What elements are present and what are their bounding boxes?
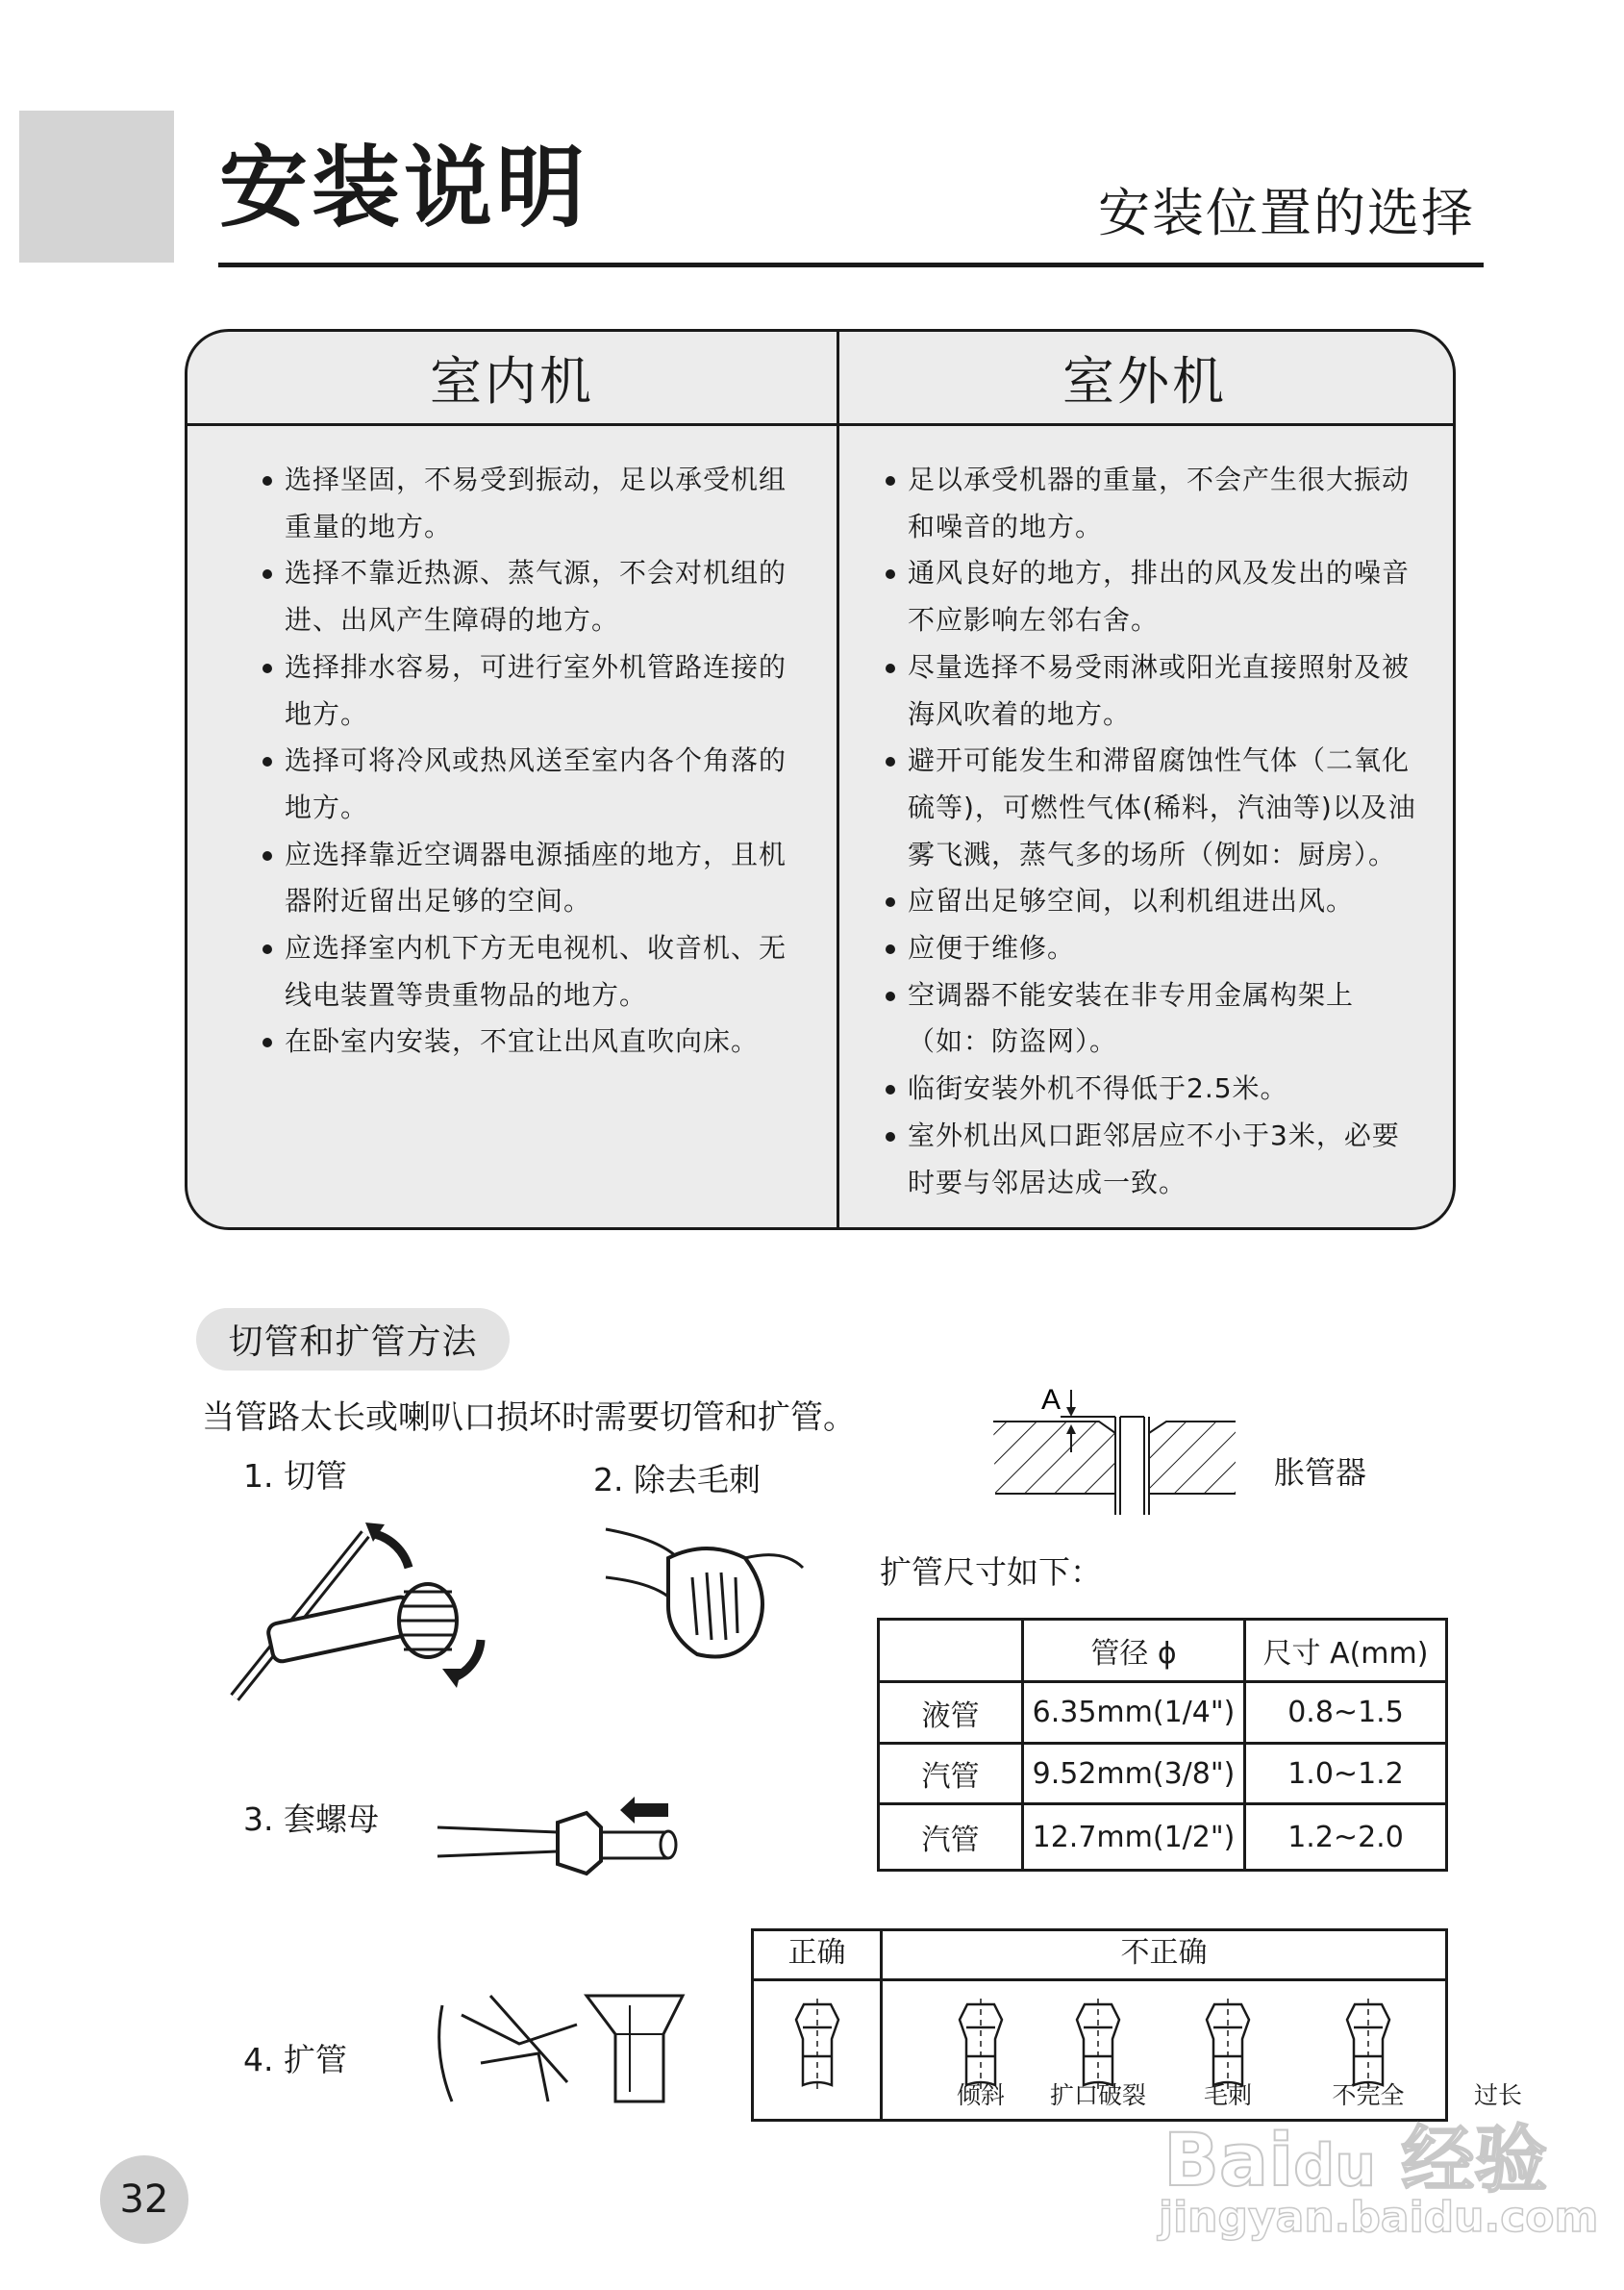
- list-item-text: [908, 972, 1354, 1066]
- list-item-text: [285, 1019, 759, 1066]
- text-line: 应留出足够空间，以利机组进出风。: [908, 885, 1355, 918]
- list-item-text: [908, 738, 1416, 878]
- outdoor-list: [886, 457, 1416, 1206]
- dimension-a: 1.0~1.2: [1245, 1744, 1447, 1804]
- outdoor-heading: 室外机: [1062, 351, 1227, 412]
- pipe-type: 液管: [879, 1682, 1023, 1744]
- bullet-icon: [262, 925, 285, 1019]
- page-number: 32: [100, 2155, 188, 2244]
- deburring-illustration: [601, 1520, 812, 1673]
- flaring-tool-illustration: [423, 1976, 692, 2130]
- text-line: 时要与邻居达成一致。: [908, 1166, 1187, 1198]
- list-item: [262, 457, 787, 550]
- text-line: 地方。: [285, 697, 369, 730]
- list-item: [886, 550, 1416, 643]
- dimension-a-label: A: [1041, 1384, 1062, 1416]
- text-line: 选择不靠近热源、蒸气源，不会对机组的: [285, 557, 787, 590]
- flare-tool-label: 胀管器: [1274, 1454, 1367, 1491]
- size-caption: 扩管尺寸如下：: [880, 1553, 1102, 1591]
- bullet-icon: [262, 457, 285, 550]
- text-line: 不应影响左邻右舍。: [908, 604, 1160, 637]
- defect-label: 扩口破裂: [1049, 2081, 1146, 2109]
- text-line: 应选择室内机下方无电视机、收音机、无: [285, 932, 787, 965]
- list-item-text: [285, 644, 787, 738]
- text-line: 通风良好的地方，排出的风及发出的噪音: [908, 557, 1411, 590]
- pipe-diameter: 12.7mm(1/2"): [1023, 1804, 1245, 1871]
- location-table-header: [187, 332, 1453, 426]
- list-item-text: [285, 550, 787, 643]
- list-item-text: [908, 644, 1410, 738]
- flare-nut-illustration: [433, 1789, 683, 1885]
- list-item: [886, 1066, 1416, 1113]
- list-item: [262, 832, 787, 925]
- defect-label: 毛刺: [1203, 2081, 1252, 2109]
- list-item: [262, 644, 787, 738]
- correct-flare-icon: [796, 1999, 838, 2089]
- incorrect-heading: 不正确: [1120, 1936, 1208, 1970]
- bullet-icon: [262, 644, 285, 738]
- incorrect-flare-icon: [1347, 1999, 1389, 2089]
- defect-label: 倾斜: [956, 2081, 1005, 2109]
- defect-label: 不完全: [1332, 2081, 1405, 2109]
- incorrect-flare-icon: [960, 1999, 1002, 2089]
- bullet-icon: [886, 644, 908, 738]
- text-line: 重量的地方。: [285, 510, 453, 542]
- bullet-icon: [886, 457, 908, 550]
- text-line: 和噪音的地方。: [908, 510, 1104, 542]
- column-divider: [837, 332, 839, 1227]
- bullet-icon: [886, 1066, 908, 1113]
- table-row: [879, 1744, 1447, 1804]
- text-line: 尽量选择不易受雨淋或阳光直接照射及被: [908, 650, 1411, 683]
- incorrect-flare-icon: [1077, 1999, 1119, 2089]
- watermark-url: jingyan.baidu.com: [1159, 2193, 1599, 2242]
- list-item: [262, 925, 787, 1019]
- list-item-text: [285, 832, 787, 925]
- table-row: [879, 1682, 1447, 1744]
- dimension-a: 0.8~1.5: [1245, 1682, 1447, 1744]
- bullet-icon: [886, 972, 908, 1066]
- indoor-list: [262, 457, 787, 1066]
- list-item-text: [285, 457, 787, 550]
- text-line: 进、出风产生障碍的地方。: [285, 604, 620, 637]
- bullet-icon: [262, 1019, 285, 1066]
- text-line: 足以承受机器的重量，不会产生很大振动: [908, 464, 1411, 495]
- header-cell: [879, 1620, 1023, 1682]
- list-item: [262, 1019, 787, 1066]
- bullet-icon: [886, 738, 908, 878]
- text-line: 应选择靠近空调器电源插座的地方，且机: [285, 838, 787, 870]
- text-line: 在卧室内安装，不宜让出风直吹向床。: [285, 1025, 760, 1058]
- bullet-icon: [262, 550, 285, 643]
- text-line: 避开可能发生和滞留腐蚀性气体（二氧化: [908, 744, 1411, 777]
- bullet-icon: [886, 550, 908, 643]
- text-line: 应便于维修。: [908, 932, 1076, 965]
- list-item: [262, 738, 787, 831]
- table-header-row: [879, 1620, 1447, 1682]
- intro-text: 当管路太长或喇叭口损坏时需要切管和扩管。: [202, 1398, 856, 1437]
- list-item: [886, 738, 1416, 878]
- list-item-text: [908, 925, 1075, 972]
- bullet-icon: [262, 738, 285, 831]
- flare-check-table: [751, 1928, 1522, 2122]
- pipe-type: 汽管: [879, 1804, 1023, 1871]
- header-rule: [218, 263, 1484, 267]
- flare-size-table: [877, 1618, 1448, 1872]
- step-4-label: 4. 扩管: [243, 2041, 347, 2078]
- list-item: [886, 457, 1416, 550]
- watermark-logo: Baidu 经验: [1163, 2117, 1548, 2202]
- text-line: 海风吹着的地方。: [908, 697, 1132, 730]
- text-line: 硫等)，可燃性气体(稀料，汽油等)以及油: [908, 791, 1416, 823]
- incorrect-flare-icon: [1207, 1999, 1249, 2089]
- dimension-a: 1.2~2.0: [1245, 1804, 1447, 1871]
- bullet-icon: [886, 925, 908, 972]
- list-item-text: [908, 1113, 1400, 1206]
- list-item-text: [908, 878, 1354, 925]
- text-line: 器附近留出足够的空间。: [285, 885, 592, 918]
- text-line: （如：防盗网）。: [908, 1025, 1118, 1058]
- list-item: [886, 925, 1416, 972]
- page-title: 安装说明: [219, 137, 589, 239]
- list-item-text: [908, 550, 1410, 643]
- location-table: [185, 329, 1456, 1230]
- list-item-text: [908, 1066, 1288, 1113]
- list-item: [262, 550, 787, 643]
- list-item: [886, 878, 1416, 925]
- pipe-diameter: 9.52mm(3/8"): [1023, 1744, 1245, 1804]
- text-line: 临街安装外机不得低于2.5米。: [908, 1072, 1288, 1105]
- text-line: 选择排水容易，可进行室外机管路连接的: [285, 650, 787, 683]
- header-cell: 尺寸 A(mm): [1245, 1620, 1447, 1682]
- pipe-cutter-illustration: [221, 1496, 510, 1717]
- list-item: [886, 972, 1416, 1066]
- text-line: 地方。: [285, 791, 369, 823]
- indoor-heading: 室内机: [430, 351, 594, 412]
- page-subtitle: 安装位置的选择: [1098, 183, 1475, 243]
- text-line: 选择可将冷风或热风送至室内各个角落的: [285, 744, 787, 777]
- bullet-icon: [886, 878, 908, 925]
- list-item-text: [908, 457, 1410, 550]
- text-line: 空调器不能安装在非专用金属构架上: [908, 978, 1355, 1011]
- pipe-diameter: 6.35mm(1/4"): [1023, 1682, 1245, 1744]
- step-2-label: 2. 除去毛刺: [593, 1461, 761, 1498]
- correct-heading: 正确: [787, 1936, 846, 1970]
- step-1-label: 1. 切管: [243, 1457, 347, 1495]
- header-cell: 管径 ϕ: [1023, 1620, 1245, 1682]
- text-line: 线电装置等贵重物品的地方。: [285, 978, 648, 1011]
- text-line: 室外机出风口距邻居应不小于3米，必要: [908, 1119, 1400, 1151]
- bullet-icon: [886, 1113, 908, 1206]
- flare-tool-diagram: [937, 1371, 1236, 1539]
- defect-label: 过长: [1473, 2081, 1522, 2109]
- list-item-text: [285, 738, 787, 831]
- list-item: [886, 644, 1416, 738]
- list-item-text: [285, 925, 787, 1019]
- text-line: 雾飞溅，蒸气多的场所（例如：厨房）。: [908, 838, 1397, 870]
- list-item: [886, 1113, 1416, 1206]
- section-title: 切管和扩管方法: [196, 1308, 510, 1371]
- bullet-icon: [262, 832, 285, 925]
- table-row: [879, 1804, 1447, 1871]
- text-line: 选择坚固，不易受到振动，足以承受机组: [285, 464, 787, 495]
- step-3-label: 3. 套螺母: [243, 1800, 379, 1838]
- pipe-type: 汽管: [879, 1744, 1023, 1804]
- header-gray-block: [19, 111, 174, 263]
